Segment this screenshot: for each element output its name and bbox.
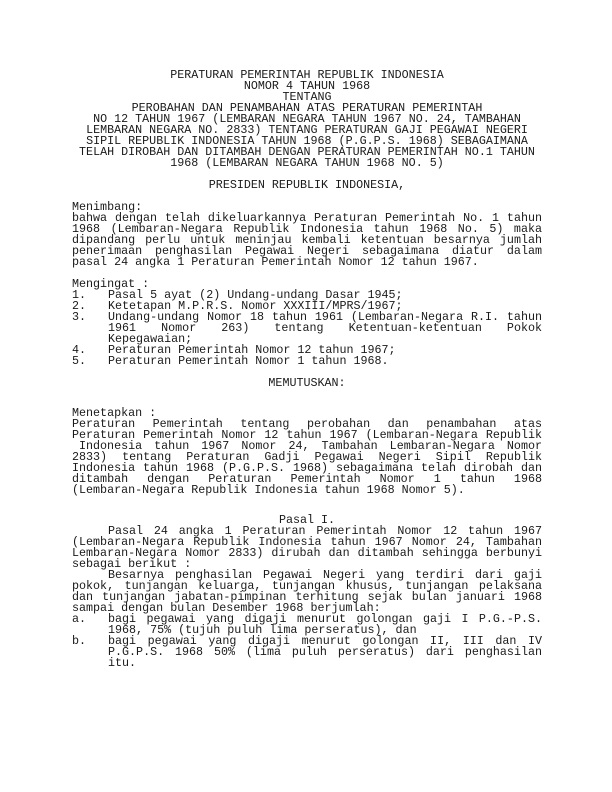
item-letter: a. [72,612,87,626]
item-text: Pasal 5 ayat (2) Undang-undang Dasar 1945; [108,288,403,302]
menetapkan-line: ditambah dengan Peraturan Pemerintah Nomor 1 tahun 1968 [72,472,542,486]
title-line-2: NOMOR 4 TAHUN 1968 [243,79,371,93]
item-number: 1. [72,288,87,302]
item-text: 1968, 75% (tujuh puluh lima perseratus), dan [108,623,417,637]
pasal-para1-line: Lembaran-Negara Nomor 2833) dirubah dan ditambah sehingga berbunyi [72,546,542,560]
item-text: Undang-undang Nomor 18 tahun 1961 (Lembaran-Negara R.I. tahun [108,310,542,324]
item-text: itu. [108,656,137,670]
title-line-7: SIPIL REPUBLIK INDONESIA TAHUN 1968 (P.G.P.S. 1968) SEBAGAIMANA [86,134,528,148]
menimbang-heading: Menimbang: [72,200,143,214]
item-text: Ketetapan M.P.R.S. Nomor XXXIII/MPRS/1967; [108,299,403,313]
item-text: bagi pegawai yang digaji menurut golongan gaji I P.G.-P.S. [108,612,542,626]
menetapkan-line: Peraturan Pemerintah tentang perobahan dan penambahan atas [72,417,542,431]
menetapkan-line: (Lembaran-Negara Republik Indonesia tahun 1968 Nomor 5). [72,483,465,497]
menimbang-line: dipandang perlu untuk meninjau kembali ketentuan besarnya jumlah [72,233,542,247]
item-text: 1961 Nomor 263) tentang Ketentuan-ketentuan Pokok [108,321,542,335]
title-line-6: LEMBARAN NEGARA NO. 2833) TENTANG PERATURAN GAJI PEGAWAI NEGERI [86,123,528,137]
item-text: Peraturan Pemerintah Nomor 1 tahun 1968. [108,354,389,368]
title-line-3: TENTANG [282,90,332,104]
item-number: 2. [72,299,87,313]
menetapkan-line: Indonesia tahun 1968 (P.G.P.S. 1968) sebagaimana telah dirobah dan [72,461,542,475]
pasal-para1-line: Pasal 24 angka 1 Peraturan Pemerintah Nomor 12 tahun 1967 [108,524,542,538]
title-line-8: TELAH DIROBAH DAN DITAMBAH DENGAN PERATURAN PEMERINTAH NO.1 TAHUN [79,145,535,159]
memutuskan-heading: MEMUTUSKAN: [268,376,346,390]
mengingat-item [72,312,542,345]
menimbang-line: 1968 (Lembaran-Negara Republik Indonesia tahun 1968 No. 5) maka [72,222,542,236]
pasal-para1-line: sebagai berikut : [72,557,192,571]
title-line-9: 1968 (LEMBARAN NEGARA TAHUN 1968 NO. 5) [170,156,444,170]
menetapkan-heading: Menetapkan : [72,406,157,420]
president-heading: PRESIDEN REPUBLIK INDONESIA, [208,178,406,192]
item-number: 3. [72,310,87,324]
pasal-para2-line: pokok, tunjangan keluarga, tunjangan khusus, tunjangan pelaksana [72,579,542,593]
pasal-item [72,636,542,669]
mengingat-item [72,356,542,367]
menetapkan-line: 2833) tentang Peraturan Gadji Pegawai Negeri Sipil Republik [72,450,542,464]
mengingat-heading: Mengingat : [72,277,150,291]
document-page [72,70,542,669]
item-letter: b. [72,634,87,648]
pasal-para2-line: Besarnya penghasilan Pegawai Negeri yang terdiri dari gaji [108,568,542,582]
pasal-para1-line: (Lembaran-Negara Republik Indonesia tahun 1967 Nomor 24, Tambahan [72,535,542,549]
menetapkan-line: Indonesia tahun 1967 Nomor 24, Tambahan Lembaran-Negara Nomor [79,439,542,453]
item-number: 4. [72,343,87,357]
menimbang-line: pasal 24 angka 1 Peraturan Pemerintah Nomor 12 tahun 1967. [72,255,479,269]
menimbang-line: bahwa dengan telah dikeluarkannya Peraturan Pemerintah No. 1 tahun [72,211,542,225]
item-text: Kepegawaian; [108,332,193,346]
item-text: Peraturan Pemerintah Nomor 12 tahun 1967; [108,343,396,357]
pasal-title: Pasal I. [278,513,336,527]
menimbang-line: penerimaan penghasilan Pegawai Negeri sebagaimana diatur dalam [72,244,542,258]
pasal-para2-line: sampai dengan bulan Desember 1968 berjumlah: [72,601,381,615]
item-text: bagi pegawai yang digaji menurut golongan II, III dan IV [108,634,542,648]
item-text: P.G.P.S. 1968 50% (lima puluh perseratus) dari penghasilan [108,645,542,659]
pasal-para2-line: dan tunjangan jabatan-pimpinan terhitung sejak bulan januari 1968 [72,590,542,604]
title-line-5: NO 12 TAHUN 1967 (LEMBARAN NEGARA TAHUN 1967 NO. 24, TAMBAHAN [93,112,521,126]
pasal-item [72,614,542,636]
title-line-4: PEROBAHAN DAN PENAMBAHAN ATAS PERATURAN PEMERINTAH [131,101,483,115]
item-number: 5. [72,354,87,368]
title-line-1: PERATURAN PEMERINTAH REPUBLIK INDONESIA [170,68,444,82]
menetapkan-line: Peraturan Pemerintah Nomor 12 tahun 1967 (Lembaran-Negara Republik [72,428,542,442]
